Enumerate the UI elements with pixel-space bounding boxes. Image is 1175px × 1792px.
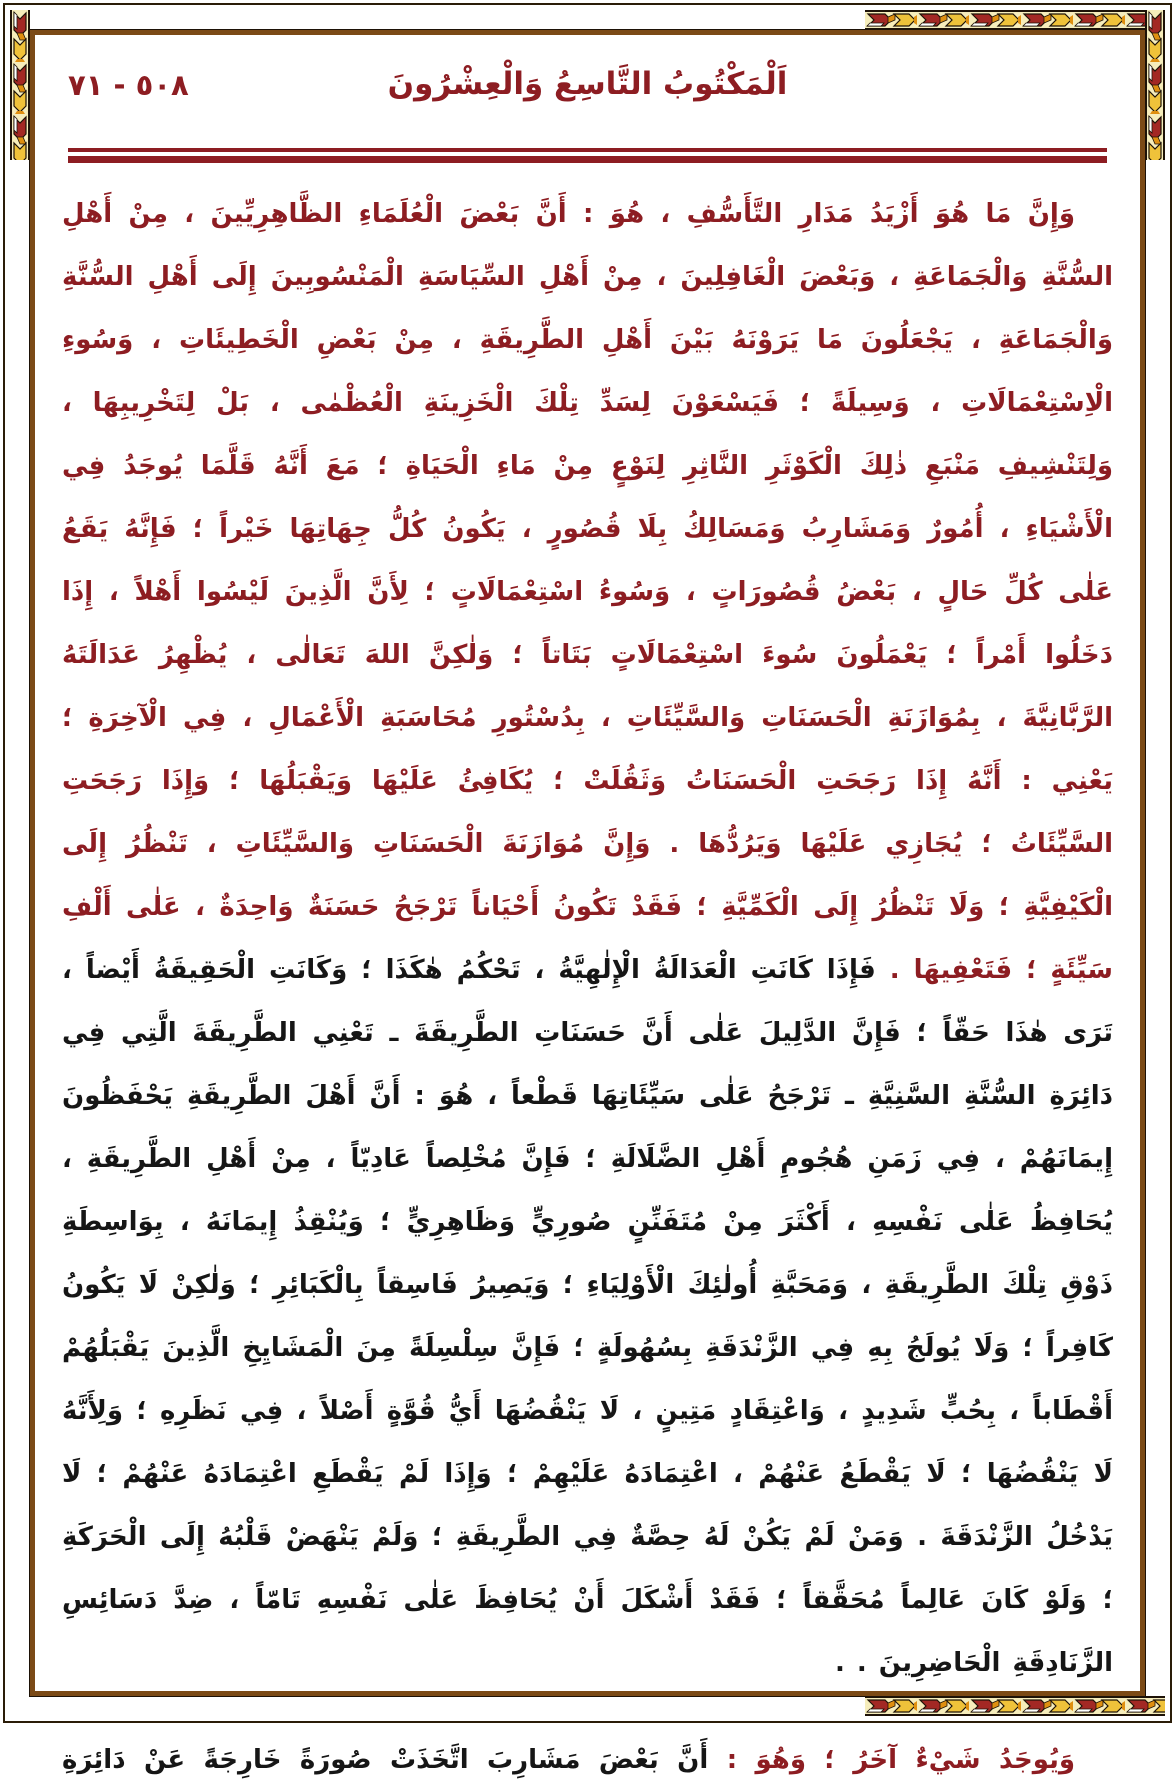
text-segment-ink: أَنَّ بَعْضَ مَشَارِبَ اتَّخَذَتْ صُورَةً خَارِجَةً عَنْ دَائِرَةِ: [62, 1745, 709, 1775]
page-title: اَلْمَكْتُوبُ التَّاسِعُ وَالْعِشْرُونَ: [387, 66, 788, 102]
text-segment-ink: فَإِذَا كَانَتِ الْعَدَالَةُ الْإِلٰهِيَّةُ ، تَحْكُمُ هٰكَذَا ؛ وَكَانَتِ الْحَقِيقَةُ أَيْضاً ، تَرَى هٰذَا حَقّاً ؛ فَإِنَّ الدَّلِيلَ عَلٰى أَنَّ حَسَنَاتِ الطَّرِيقَةَ ـ تَعْنِي الطَّرِيقَةَ الَّتِي فِي دَائِرَةِ السُّنَّةِ السَّنِيَّةِ ـ تَرْجَحُ عَلٰى سَيِّئَاتِهَا قَطْعاً ، هُوَ : أَنَّ أَهْلَ الطَّرِيقَةِ يَحْفَظُونَ إِيمَانَهُمْ ، فِي زَمَنِ هُجُومِ أَهْلِ الضَّلَالَةِ ؛ فَإِنَّ مُخْلِصاً عَادِيّاً ، مِنْ أَهْلِ الطَّرِيقَةِ ، يُحَافِظُ عَلٰى نَفْسِهِ ، أَكْثَرَ مِنْ مُتَفَنِّنٍ صُورِيٍّ وَظَاهِرِيٍّ ؛ وَيُنْقِذُ إِيمَانَهُ ، بِوَاسِطَةِ ذَوْقِ تِلْكَ الطَّرِيقَةِ ، وَمَحَبَّةِ أُولٰئِكَ الْأَوْلِيَاءِ ؛ وَيَصِيرُ فَاسِقاً بِالْكَبَائِرِ ؛ وَلٰكِنْ لَا يَكُونُ كَافِراً ؛ وَلَا يُولَجُ بِهِ فِي الزَّنْدَقَةِ بِسُهُولَةٍ ؛ فَإِنَّ سِلْسِلَةً مِنَ الْمَشَايِخِ الَّذِينَ يَقْبَلُهُمْ أَقْطَاباً ، بِحُبٍّ شَدِيدٍ ، وَاعْتِقَادٍ مَتِينٍ ، لَا يَنْقُضُهَا أَيُّ قُوَّةٍ أَصْلاً ، فِي نَظَرِهِ ؛ وَلِأَنَّهُ لَا يَنْقُضُهَا ؛ لَا يَقْطَعُ عَنْهُمْ ، اعْتِمَادَهُ عَلَيْهِمْ ؛ وَإِذَا لَمْ يَقْطَعِ اعْتِمَادَهُ عَنْهُمْ ؛ لَا يَدْخُلُ الزَّنْدَقَةَ . وَمَنْ لَمْ يَكُنْ لَهُ حِصَّةٌ فِي الطَّرِيقَةِ ؛ وَلَمْ يَنْهَضْ قَلْبُهُ إِلَى الْحَرَكَةِ ؛ وَلَوْ كَانَ عَالِماً مُحَقَّقاً ؛ فَقَدْ أَشْكَلَ أَنْ يُحَافِظَ عَلٰى نَفْسِهِ تَامّاً ، ضِدَّ دَسَائِسِ الزَّنَادِقَةِ الْحَاضِرِينَ . .: [62, 955, 1113, 1678]
page-number: ٥٠٨ - ٧١: [68, 68, 189, 102]
paragraph: [62, 1729, 1113, 1792]
page-header: [62, 66, 1113, 138]
text-segment-maroon: وَإِنَّ مَا هُوَ أَزْيَدُ مَدَارِ التَّأَسُّفِ ، هُوَ : أَنَّ بَعْضَ الْعُلَمَاءِ الظَّاهِرِيِّينَ ، مِنْ أَهْلِ السُّنَّةِ وَالْجَمَاعَةِ ، وَبَعْضَ الْغَافِلِينَ ، مِنْ أَهْلِ السِّيَاسَةِ الْمَنْسُوبِينَ إِلَى أَهْلِ السُّنَّةِ وَالْجَمَاعَةِ ، يَجْعَلُونَ مَا يَرَوْنَهُ بَيْنَ أَهْلِ الطَّرِيقَةِ ، مِنْ بَعْضِ الْخَطِيئَاتِ ، وَسُوءِ الْاِسْتِعْمَالَاتِ ، وَسِيلَةً ؛ فَيَسْعَوْنَ لِسَدِّ تِلْكَ الْخَزِينَةِ الْعُظْمٰى ، بَلْ لِتَخْرِيبِهَا ، وَلِتَنْشِيفِ مَنْبَعِ ذٰلِكَ الْكَوْثَرِ النَّاثِرِ لِنَوْعٍ مِنْ مَاءِ الْحَيَاةِ ؛ مَعَ أَنَّهُ قَلَّمَا يُوجَدُ فِي الْأَشْيَاءِ ، أُمُورٌ وَمَشَارِبُ وَمَسَالِكُ بِلَا قُصُورٍ ، يَكُونُ كُلُّ جِهَاتِهَا خَيْراً ؛ فَإِنَّهُ يَقَعُ عَلٰى كُلِّ حَالٍ ، بَعْضُ قُصُورَاتٍ ، وَسُوءُ اسْتِعْمَالَاتٍ ؛ لِأَنَّ الَّذِينَ لَيْسُوا أَهْلاً ، إِذَا دَخَلُوا أَمْراً ؛ يَعْمَلُونَ سُوءَ اسْتِعْمَالَاتٍ بَتَاتاً ؛ وَلٰكِنَّ اللهَ تَعَالٰى ، يُظْهِرُ عَدَالَتَهُ الرَّبَّانِيَّةَ ، بِمُوَازَنَةِ الْحَسَنَاتِ وَالسَّيِّئَاتِ ، بِدُسْتُورِ مُحَاسَبَةِ الْأَعْمَالِ ، فِي الْآخِرَةِ ؛ يَعْنِي : أَنَّهُ إِذَا رَجَحَتِ الْحَسَنَاتُ وَثَقُلَتْ ؛ يُكَافِئُ عَلَيْهَا وَيَقْبَلُهَا ؛ وَإِذَا رَجَحَتِ السَّيِّئَاتُ ؛ يُجَازِي عَلَيْهَا وَيَرُدُّهَا . وَإِنَّ مُوَازَنَةَ الْحَسَنَاتِ وَالسَّيِّئَاتِ ، تَنْظُرُ إِلَى الْكَيْفِيَّةِ ؛ وَلَا تَنْظُرُ إِلَى الْكَمِّيَّةِ ؛ فَقَدْ تَكُونُ أَحْيَاناً تَرْجَحُ حَسَنَةٌ وَاحِدَةٌ ، عَلٰى أَلْفِ سَيِّئَةٍ ؛ فَتَعْفِيهَا .: [62, 199, 1113, 985]
ornamental-border-right: [1145, 10, 1165, 160]
divider-thick-rule: [68, 156, 1107, 163]
ornamental-border-top: [865, 10, 1165, 30]
paragraph: [62, 183, 1113, 1695]
text-segment-maroon: وَيُوجَدُ شَيْءٌ آخَرُ ؛ وَهُوَ :: [708, 1745, 1075, 1775]
header-divider: [68, 148, 1107, 163]
ornamental-border-left: [10, 10, 30, 160]
body-text: [62, 183, 1113, 1792]
page-content: [38, 38, 1137, 1775]
